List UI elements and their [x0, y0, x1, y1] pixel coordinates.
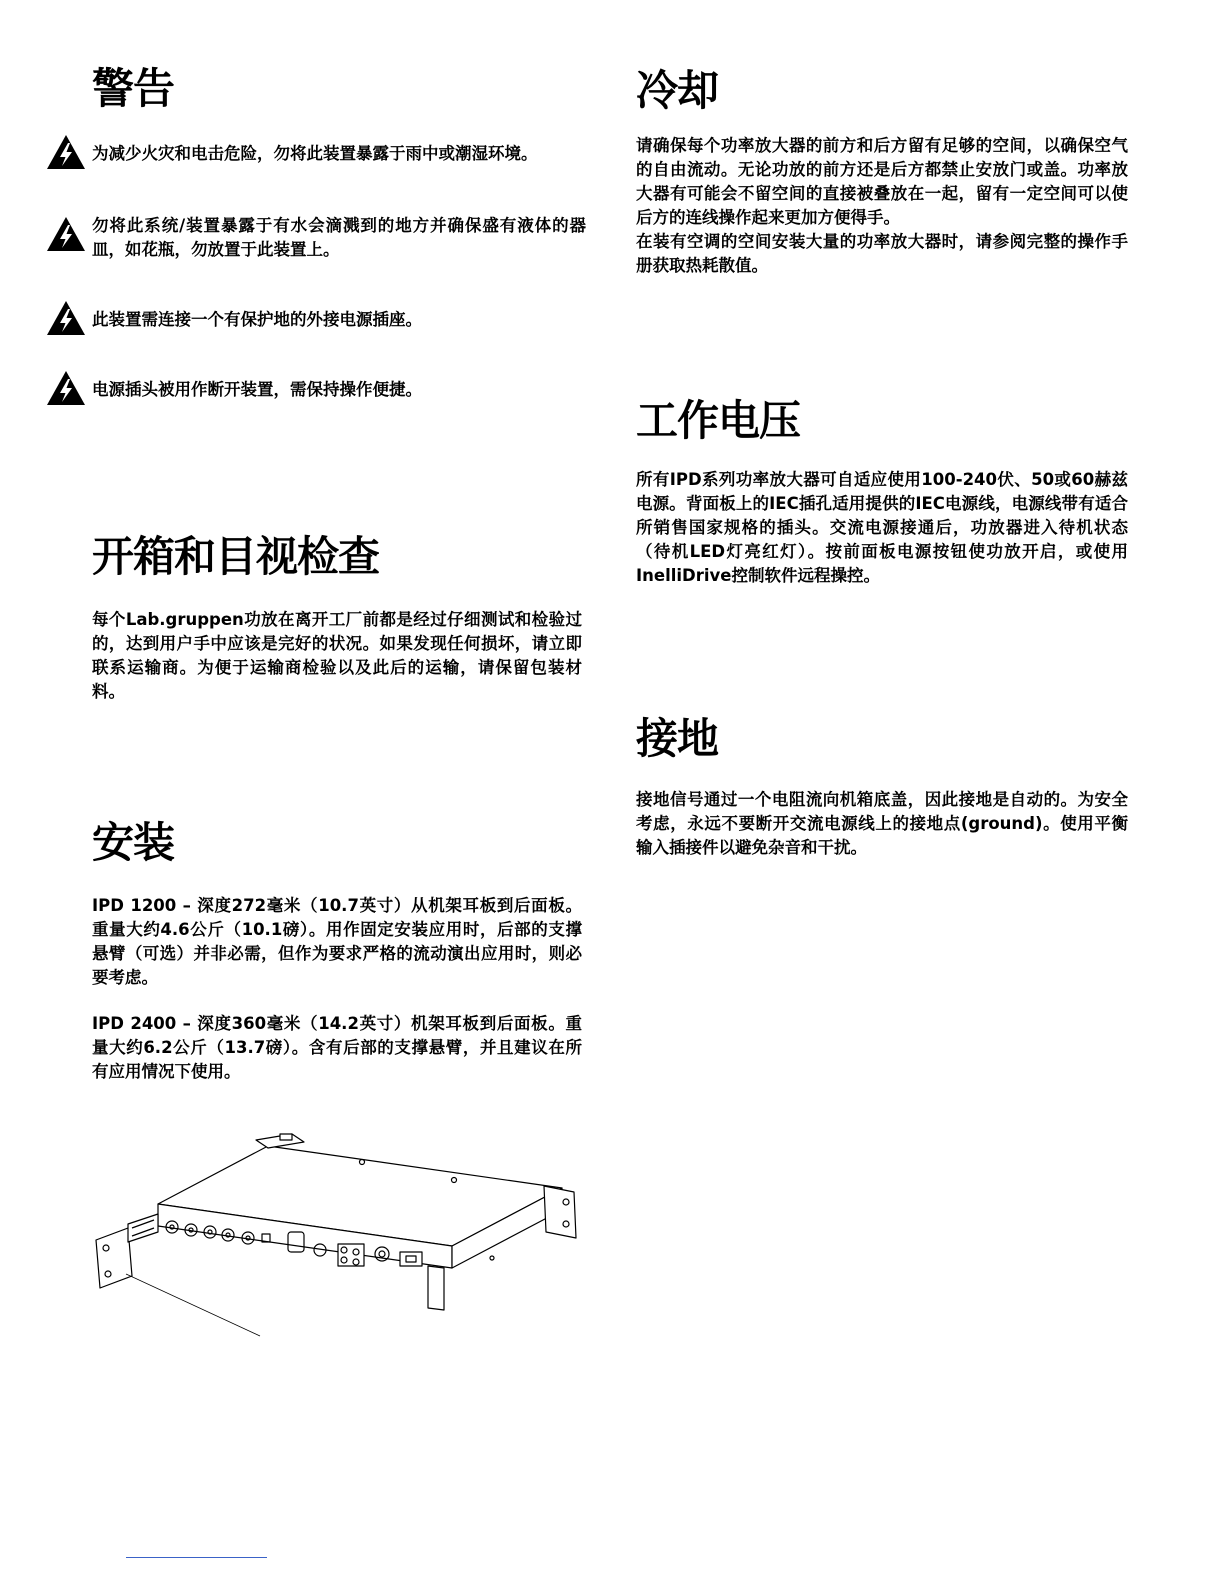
installation-paragraph-1: IPD 1200 – 深度272毫米（10.7英寸）从机架耳板到后面板。重量大约4.6公斤（10.1磅）。用作固定安装应用时，后部的支撑悬臂（可选）并非必需，但作为要求严格的流动演出应用时，则必要考虑。	[92, 896, 582, 987]
lightning-warning-icon	[46, 370, 86, 406]
footer-rule	[126, 1557, 267, 1558]
unpacking-heading: 开箱和目视检查	[92, 532, 380, 581]
installation-paragraph-2: IPD 2400 – 深度360毫米（14.2英寸）机架耳板到后面板。重量大约6.2公斤（13.7磅）。含有后部的支撑悬臂，并且建议在所有应用情况下使用。	[92, 1014, 582, 1081]
warning-item-1	[46, 142, 586, 170]
warning-item-2	[46, 214, 586, 262]
warning-text: 为减少火灾和电击危险，勿将此装置暴露于雨中或潮湿环境。	[92, 144, 538, 163]
cooling-heading: 冷却	[636, 66, 719, 115]
cooling-paragraph-2: 在装有空调的空间安装大量的功率放大器时，请参阅完整的操作手册获取热耗散值。	[636, 232, 1128, 275]
voltage-paragraph: 所有IPD系列功率放大器可自适应使用100-240伏、50或60赫兹电源。背面板上的IEC插孔适用提供的IEC电源线，电源线带有适合所销售国家规格的插头。交流电源接通后，功放器进入待机状态（待机LED灯亮红灯）。按前面板电源按钮使功放开启，或使用InelliDrive控制软件远程操控。	[636, 470, 1128, 585]
cooling-paragraph-1: 请确保每个功率放大器的前方和后方留有足够的空间，以确保空气的自由流动。无论功放的前方还是后方都禁止安放门或盖。功率放大器有可能会不留空间的直接被叠放在一起，留有一定空间可以使后方的连线操作起来更加方便得手。	[636, 136, 1128, 227]
warning-text: 电源插头被用作断开装置，需保持操作便捷。	[92, 380, 422, 399]
amplifier-rear-panel-drawing	[92, 1128, 588, 1340]
warning-text: 此装置需连接一个有保护地的外接电源插座。	[92, 310, 422, 329]
grounding-paragraph: 接地信号通过一个电阻流向机箱底盖，因此接地是自动的。为安全考虑，永远不要断开交流电源线上的接地点(ground)。使用平衡输入插接件以避免杂音和干扰。	[636, 790, 1128, 857]
warning-item-4	[46, 378, 586, 406]
lightning-warning-icon	[46, 216, 86, 252]
lightning-warning-icon	[46, 300, 86, 336]
lightning-warning-icon	[46, 134, 86, 170]
warnings-heading: 警告	[92, 64, 175, 113]
unpacking-paragraph: 每个Lab.gruppen功放在离开工厂前都是经过仔细测试和检验过的，达到用户手中应该是完好的状况。如果发现任何损坏，请立即联系运输商。为便于运输商检验以及此后的运输，请保留包装材料。	[92, 610, 582, 701]
warning-item-3	[46, 308, 586, 336]
warning-text: 勿将此系统/装置暴露于有水会滴溅到的地方并确保盛有液体的器皿，如花瓶，勿放置于此装置上。	[92, 216, 586, 259]
grounding-heading: 接地	[636, 714, 719, 763]
installation-heading: 安装	[92, 818, 175, 867]
voltage-heading: 工作电压	[636, 396, 801, 445]
